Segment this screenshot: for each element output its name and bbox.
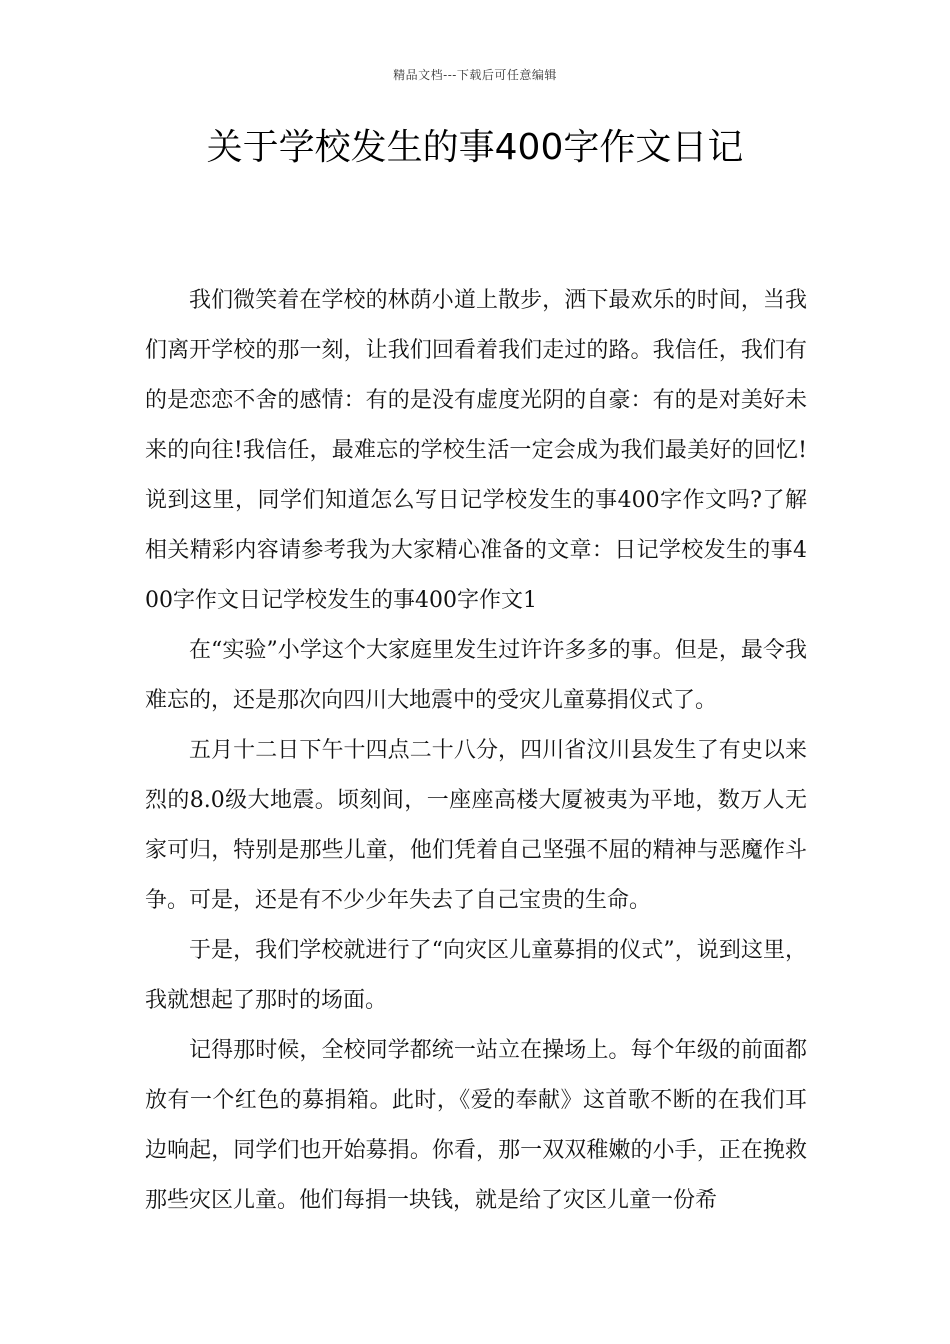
paragraph: 在“实验”小学这个大家庭里发生过许许多多的事。但是，最令我难忘的，还是那次向四川大地震中的受灾儿童募捐仪式了。 — [145, 638, 807, 713]
header-note: 精品文档---下载后可任意编辑 — [393, 68, 557, 82]
paragraph: 于是，我们学校就进行了“向灾区儿童募捐的仪式”，说到这里，我就想起了那时的场面。 — [145, 938, 807, 1013]
paragraph: 五月十二日下午十四点二十八分，四川省汶川县发生了有史以来烈的8.0级大地震。顷刻间，一座座高楼大厦被夷为平地，数万人无家可归，特别是那些儿童，他们凭着自己坚强不屈的精神与恶魔作斗争。可是，还是有不少少年失去了自己宝贵的生命。 — [145, 738, 807, 913]
paragraph: 记得那时候，全校同学都统一站立在操场上。每个年级的前面都放有一个红色的募捐箱。此时，《爱的奉献》这首歌不断的在我们耳边响起，同学们也开始募捐。你看，那一双双稚嫩的小手，正在挽救那些灾区儿童。他们每捐一块钱，就是给了灾区儿童一份希 — [145, 1038, 807, 1213]
page-title: 关于学校发生的事400字作文日记 — [206, 127, 744, 168]
paragraph: 我们微笑着在学校的林荫小道上散步，洒下最欢乐的时间，当我们离开学校的那一刻，让我们回看着我们走过的路。我信任，我们有的是恋恋不舍的感情：有的是没有虚度光阴的自豪：有的是对美好未来的向往!我信任，最难忘的学校生活一定会成为我们最美好的回忆!说到这里，同学们知道怎么写日记学校发生的事400字作文吗?了解相关精彩内容请参考我为大家精心准备的文章：日记学校发生的事400字作文日记学校发生的事400字作文1 — [145, 288, 807, 613]
document-body — [145, 276, 807, 1226]
